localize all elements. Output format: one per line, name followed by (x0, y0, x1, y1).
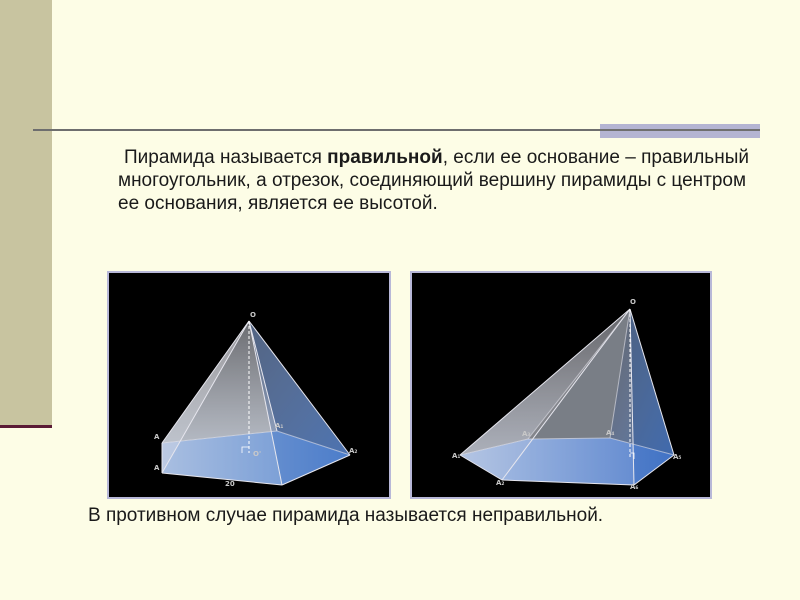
front-right-face (630, 309, 674, 485)
label-apex: O (630, 298, 636, 306)
label-side: 20 (225, 480, 235, 488)
label-a2: A₂ (349, 447, 358, 455)
label-a2: A₂ (496, 479, 505, 487)
regular-pyramid-figure (107, 271, 391, 499)
title-rule-accent-line (600, 129, 760, 131)
label-a3: A₃ (522, 430, 531, 438)
definition-text (118, 146, 758, 215)
label-a5: A₅ (673, 453, 682, 461)
definition-part1: Пирамида называется (124, 147, 328, 168)
irregular-pyramid-drawing (412, 273, 710, 497)
front-face (502, 309, 634, 485)
conclusion-text: В противном случае пирамида называется неправильной. (88, 505, 604, 526)
label-apex: O (250, 311, 256, 319)
label-a6: A₆ (630, 483, 639, 491)
regular-pyramid-drawing (109, 273, 389, 497)
side-decor-line (0, 425, 52, 428)
irregular-pyramid-figure (410, 271, 712, 499)
label-a5: A (154, 464, 160, 472)
definition-bold-term: правильной (327, 147, 443, 168)
label-a4: A₄ (606, 429, 615, 437)
label-center: O' (253, 450, 262, 458)
label-a3: A (154, 433, 160, 441)
title-rule-accent (600, 124, 760, 138)
label-a1: A₁ (275, 422, 284, 430)
side-decor-bar (0, 0, 52, 425)
definition-part2: , если ее основание – правильный многоугольник, а отрезок, соединяющий вершину пирамиды с центром ее основания, является ее высотой. (118, 147, 749, 214)
label-a1: A₁ (452, 452, 461, 460)
